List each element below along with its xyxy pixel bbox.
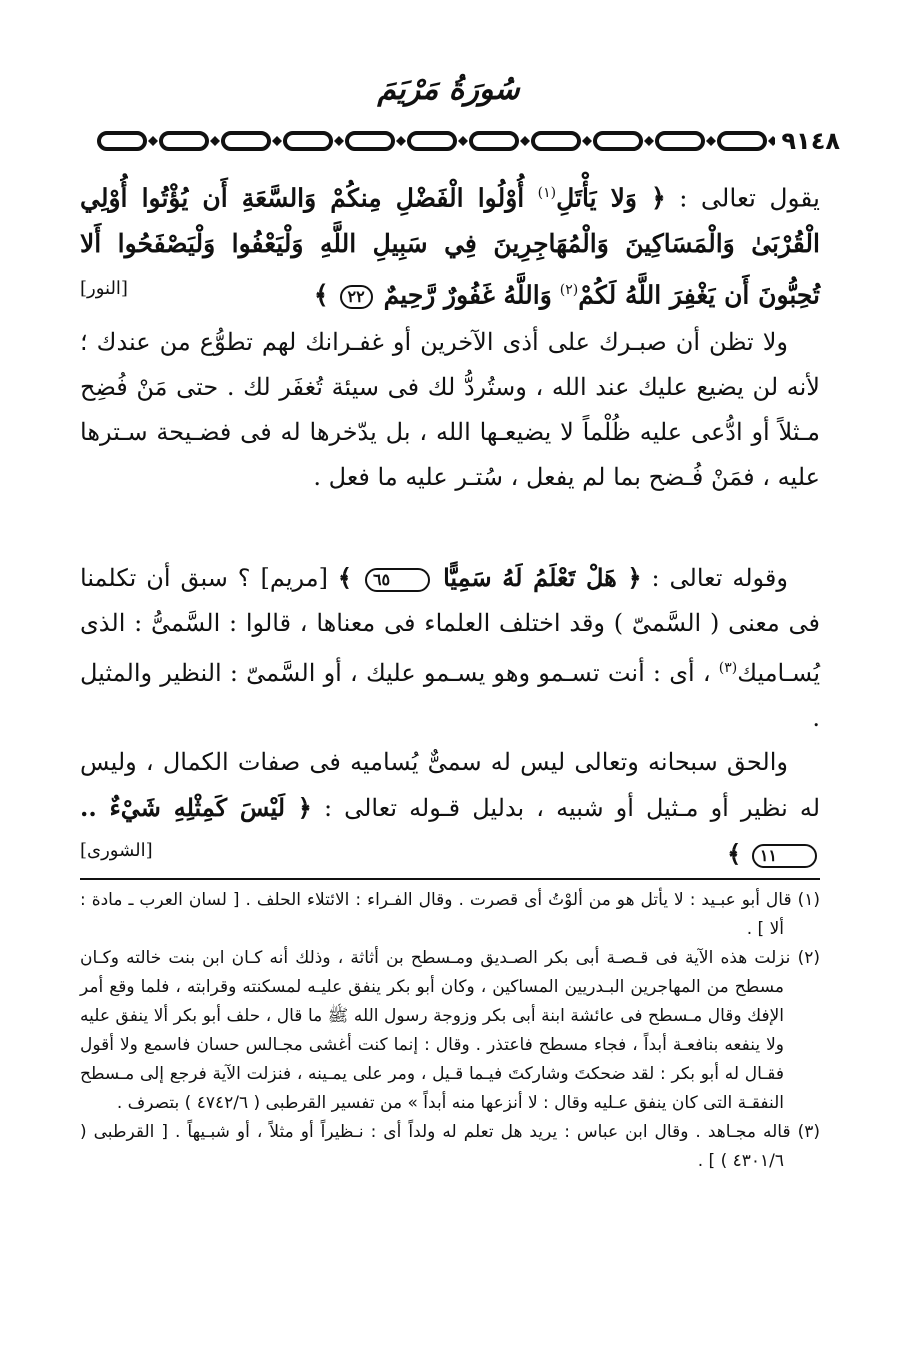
verse-close-bracket: ﴾ — [727, 839, 742, 868]
footnote-number: (٢) — [797, 948, 820, 968]
footnote-text: نزلت هذه الآية فى قـصـة أبى بكر الصـديق ومـسطح بن أثاثة ، وذلك أنه كـان ابن بنت خالته وكـان مسطح من المهاجرين البـدريين المساكين ، وكان أبو بكر ينفق عليـه لمسكنته وقرابته ، فلما وقع أمر الإفك وقال مـسطح فى عائشة ابنة أبى بكر وزوجة رسول الله ﷺ ما قال ، حلف أبو بكر ألا ينفق عليه ولا ينفعه بنافعـة أبداً ، فجاء مسطح فاعتذر . وقال : إنما كنت أغشى مجـالس حسان فاسمع ولا أقول فقـال له أبو بكر : لقد ضحكتَ وشاركتَ فيـما قـيل ، ومر على يمـينه ، فنزلت الآية فرجع إلى مـسطح النفقـة التى كان ينفق عـليه وقال : لا أنزعها منه أبداً » من تفسير القرطبى ( ٤٧٤٢/٦ ) بتصرف . — [80, 948, 791, 1113]
verse-close-bracket: ﴾ — [313, 280, 329, 310]
footnote-ref-3: (٣) — [718, 660, 738, 676]
verse-text-b: أُوْلُوا الْفَضْلِ مِنكُمْ وَالسَّعَةِ أَن يُؤْتُوا أُوْلِي الْقُرْبَىٰ وَالْمَسَاكِينَ وَالْمُهَاجِرِينَ فِي سَبِيلِ اللَّهِ وَلْيَعْفُوا وَلْيَصْفَحُوا أَلا تُحِبُّونَ أَن يَغْفِرَ اللَّهُ لَكُمْ — [80, 183, 820, 310]
chain-link — [161, 133, 207, 149]
chain-ornament — [60, 124, 775, 158]
chain-diamond — [644, 136, 654, 146]
footnote-3 — [80, 1118, 820, 1176]
paragraph-2-text-a: [مريم] ؟ سبق أن تكلمنا فى معنى ( السَّمىّ ) وقد اختلف العلماء فى معناها ، قالوا : السَّمىُّ : الذى يُسـاميك — [80, 564, 821, 687]
footnote-text: قاله مجـاهد . وقال ابن عباس : يريد هل تعلم له ولداً أى : نـظيراً أو مثلاً ، أو شبـيهاً . [ القرطبى ( ٤٣٠١/٦ ) ] . — [80, 1122, 791, 1171]
chain-link — [347, 133, 393, 149]
verse-close-bracket: ﴾ — [337, 563, 352, 592]
footnote-2 — [80, 944, 820, 1118]
paragraph-2-intro: وقوله تعالى : — [651, 564, 788, 592]
ayah-number-marker: ٢٢ — [340, 285, 373, 309]
paragraph-1: ولا تظن أن صبـرك على أذى الآخرين أو غفـرانك لهم تطوُّع من عندك ؛ لأنه لن يضيع عليك عند الله ، وستُردُّ لك فى سيئة تُغفَر لك . حتى مَنْ فُضِح مـثلاً أو ادُّعى عليه ظُلْماً لا يضيعـها الله ، بل يدّخرها له فى فضـيحة سـترها عليه ، فمَنْ فُـضح بما لم يفعل ، سُتـر عليه ما فعل . — [80, 328, 820, 491]
chain-link — [533, 133, 579, 149]
verse-text-a: ﴿ وَلا يَأْتَلِ — [556, 183, 666, 213]
chain-link — [595, 133, 641, 149]
chain-link — [657, 133, 703, 149]
chain-diamond — [706, 136, 716, 146]
chain-ornament-graphic — [95, 124, 775, 158]
footnote-ref-1: (١) — [537, 185, 557, 201]
chain-diamond — [272, 136, 282, 146]
footnote-number: (١) — [797, 890, 820, 910]
paragraph-3-text: والحق سبحانه وتعالى ليس له سمىٌّ يُساميه فى صفات الكمال ، وليس له نظير أو مـثيل أو شبيه ، بدليل قـوله تعالى : — [80, 748, 821, 822]
chain-diamond — [458, 136, 468, 146]
footnote-ref-2: (٢) — [559, 282, 579, 299]
header-ornament-row — [60, 124, 840, 158]
chain-diamond — [520, 136, 530, 146]
page-number: ٩١٤٨ — [781, 127, 840, 155]
chain-link — [223, 133, 269, 149]
footnotes — [80, 886, 820, 1176]
verse-block-nur — [80, 170, 820, 310]
footnote-number: (٣) — [797, 1122, 821, 1142]
ayah-number-marker: ١١ — [752, 844, 817, 868]
footnote-text: قال أبو عبـيد : لا يأتل هو من ألوْتُ أى قصرت . وقال الفـراء : الائتلاء الحلف . [ لسان العرب ـ مادة : ألا ] . — [80, 890, 792, 939]
chain-diamond — [148, 136, 158, 146]
chain-diamond — [396, 136, 406, 146]
surah-source-label: [الشورى] — [80, 840, 153, 861]
chain-link — [285, 133, 331, 149]
verse-text-c: وَاللَّهُ غَفُورٌ رَّحِيمٌ — [383, 280, 552, 310]
chain-link — [471, 133, 517, 149]
paragraph-2 — [80, 555, 820, 741]
chain-diamond — [210, 136, 220, 146]
paragraph-3 — [80, 740, 820, 870]
verse-intro: يقول تعالى : — [679, 183, 820, 213]
quran-quote-maryam: ﴿ هَلْ تَعْلَمُ لَهُ سَمِيًّا — [443, 563, 642, 592]
chain-link — [409, 133, 455, 149]
footnote-1 — [80, 886, 820, 944]
chain-link — [99, 133, 145, 149]
chain-diamond — [582, 136, 592, 146]
surah-source-label: [النور] — [80, 278, 128, 299]
chain-diamond — [334, 136, 344, 146]
quran-quote-shura: ﴿ لَيْسَ كَمِثْلِهِ شَيْءٌ .. — [80, 793, 312, 822]
chain-link — [719, 133, 765, 149]
ayah-number-marker: ٦٥ — [365, 568, 430, 592]
paragraph-2-text-b: ، أى : أنت تسـمو وهو يسـمو عليك ، أو السَّمىّ : النظير والمثيل . — [80, 659, 820, 732]
footnote-divider — [80, 878, 820, 880]
surah-title: سُورَةُ مَرْيَمَ — [377, 72, 520, 107]
chain-diamond — [768, 136, 775, 146]
